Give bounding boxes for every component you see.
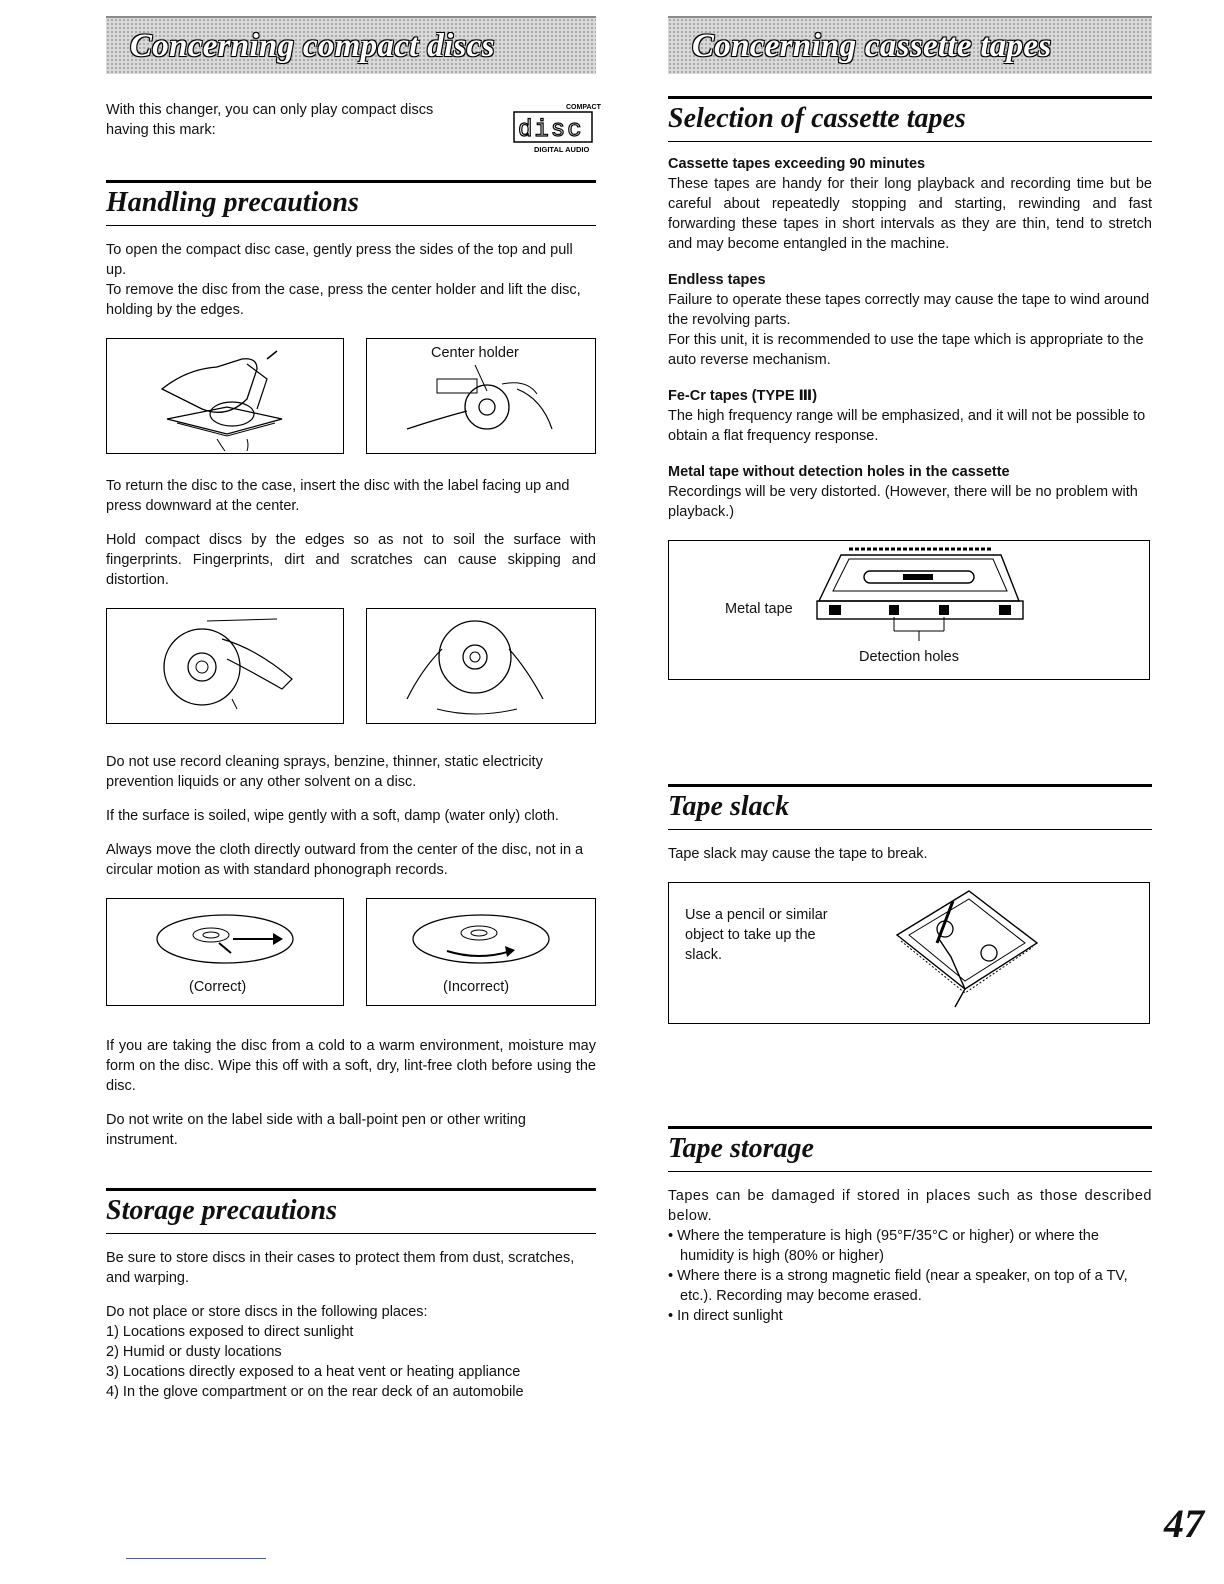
left-column — [106, 16, 601, 1402]
handling-p6: If the surface is soiled, wipe gently with a soft, damp (water only) cloth. — [106, 808, 559, 824]
two-hands-disc-drawing — [367, 609, 594, 722]
incorrect-label: (Incorrect) — [443, 979, 510, 995]
handling-p7: Always move the cloth directly outward from the center of the disc, not in a circular motion as with standard phonograph records. — [106, 842, 584, 878]
storage-heading — [106, 1188, 596, 1234]
slack-heading — [668, 784, 1152, 830]
cd-intro — [106, 100, 601, 160]
page-number: 47 — [1164, 1501, 1204, 1546]
selection-heading — [668, 96, 1152, 142]
storage-title: Storage precautions — [106, 1195, 338, 1226]
slack-figure-text: Use a pencil or similar object to take up the slack. — [685, 907, 828, 963]
storage-item: 1) Locations exposed to direct sunlight — [106, 1324, 354, 1340]
handling-p3: To return the disc to the case, insert the disc with the label facing up and press downward at the center. — [106, 478, 570, 514]
cd-intro-text: With this changer, you can only play compact discs having this mark: — [106, 102, 434, 138]
storage-p2: Do not place or store discs in the following places: — [106, 1304, 428, 1320]
tape-storage-heading — [668, 1126, 1152, 1172]
endless-tapes-text2: For this unit, it is recommended to use the tape which is appropriate to the auto reverse mechanism. — [668, 332, 1144, 368]
slack-text: Tape slack may cause the tape to break. — [668, 846, 928, 862]
holding-figures — [106, 608, 596, 724]
metal-tape-label: Metal tape — [725, 601, 793, 617]
fecr-tapes-title: Fe-Cr tapes (TYPE Ⅲ) — [668, 388, 818, 404]
case-figures — [106, 338, 596, 454]
metal-tape-title: Metal tape without detection holes in the cassette — [668, 464, 1010, 480]
handling-p8: If you are taking the disc from a cold to a warm environment, moisture may form on the disc. Wipe this off with a soft, dry, lint-free cloth before using the disc. — [106, 1038, 596, 1094]
correct-label: (Correct) — [189, 979, 247, 995]
incorrect-wipe-figure — [366, 898, 596, 1006]
handling-title: Handling precautions — [106, 187, 359, 218]
center-holder-label: Center holder — [431, 345, 519, 361]
handling-p1: To open the compact disc case, gently press the sides of the top and pull up. — [106, 242, 573, 278]
footer-line — [126, 1558, 266, 1559]
center-holder-figure — [366, 338, 596, 454]
handling-p2: To remove the disc from the case, press the center holder and lift the disc, holding by the edges. — [106, 282, 581, 318]
handling-heading — [106, 180, 596, 226]
tape-storage-text: Tapes can be damaged if stored in places such as those described below. — [668, 1188, 1152, 1224]
right-column — [668, 16, 1152, 1326]
holding-disc-figure — [106, 608, 344, 724]
selection-title: Selection of cassette tapes — [668, 103, 966, 134]
tape-storage-list — [668, 1226, 1152, 1326]
incorrect-wipe-drawing — [367, 899, 594, 979]
storage-list — [106, 1322, 596, 1402]
slack-figure — [668, 882, 1150, 1024]
tape-storage-item: • Where there is a strong magnetic field (near a speaker, on top of a TV, etc.). Recording may become erased. — [668, 1268, 1128, 1304]
cd-banner-title: Concerning compact discs — [130, 27, 495, 64]
long-tapes-text: These tapes are handy for their long playback and recording time but be careful about repeatedly stopping and starting, rewinding and fast forwarding these tapes in short intervals as they are thin, tend to stretch and may become entangled in the machine. — [668, 176, 1152, 252]
tape-storage-item: • Where the temperature is high (95°F/35°C or higher) or where the humidity is high (80% or higher) — [668, 1228, 1099, 1264]
metal-tape-text: Recordings will be very distorted. (However, there will be no problem with playback.) — [668, 484, 1138, 520]
cassette-banner — [668, 16, 1152, 74]
storage-item: 2) Humid or dusty locations — [106, 1344, 282, 1360]
logo-top-text: COMPACT — [566, 104, 601, 111]
wiping-figures — [106, 898, 596, 1006]
handling-p9: Do not write on the label side with a ball-point pen or other writing instrument. — [106, 1112, 526, 1148]
compact-disc-logo — [508, 100, 601, 161]
fecr-tapes-text: The high frequency range will be emphasized, and it will not be possible to obtain a flat frequency response. — [668, 408, 1146, 444]
open-case-drawing — [107, 339, 342, 452]
tape-storage-title: Tape storage — [668, 1133, 814, 1164]
correct-wipe-figure — [106, 898, 344, 1006]
detection-holes-label: Detection holes — [859, 649, 959, 665]
open-case-figure — [106, 338, 344, 454]
metal-tape-figure — [668, 540, 1150, 680]
cassette-pencil-drawing — [669, 883, 1147, 1021]
storage-item: 3) Locations directly exposed to a heat vent or heating appliance — [106, 1364, 521, 1380]
cassette-banner-title: Concerning cassette tapes — [692, 27, 1052, 64]
correct-wipe-drawing — [107, 899, 342, 979]
two-hands-disc-figure — [366, 608, 596, 724]
endless-tapes-title: Endless tapes — [668, 272, 766, 288]
long-tapes-title: Cassette tapes exceeding 90 minutes — [668, 156, 926, 172]
tape-storage-item: • In direct sunlight — [668, 1308, 783, 1324]
holding-disc-drawing — [107, 609, 342, 722]
handling-p5: Do not use record cleaning sprays, benzine, thinner, static electricity prevention liquids or any other solvent on a disc. — [106, 754, 543, 790]
logo-main-text: disc — [518, 117, 584, 144]
cd-banner — [106, 16, 596, 74]
storage-p1: Be sure to store discs in their cases to protect them from dust, scratches, and warping. — [106, 1250, 575, 1286]
handling-p4: Hold compact discs by the edges so as not to soil the surface with fingerprints. Fingerprints, dirt and scratches can cause skipping and distortion. — [106, 532, 596, 588]
endless-tapes-text1: Failure to operate these tapes correctly may cause the tape to wind around the revolving parts. — [668, 292, 1150, 328]
storage-item: 4) In the glove compartment or on the rear deck of an automobile — [106, 1384, 524, 1400]
slack-title: Tape slack — [668, 791, 790, 822]
logo-bottom-text: DIGITAL AUDIO — [534, 145, 590, 154]
